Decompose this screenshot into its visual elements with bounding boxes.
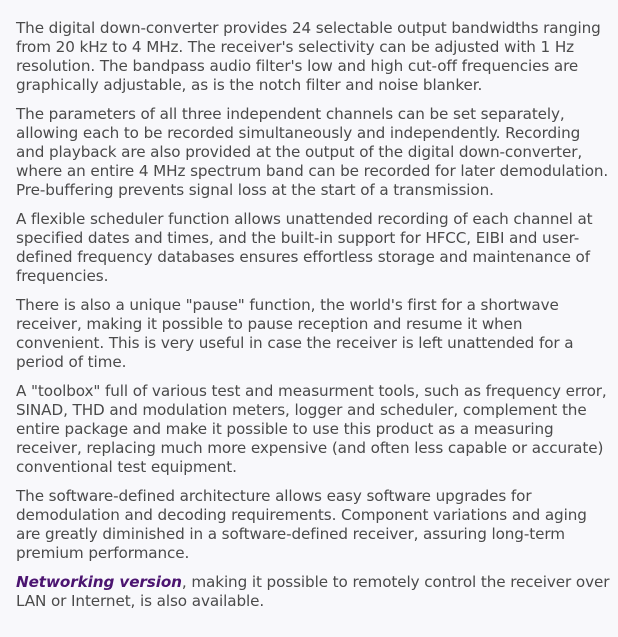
paragraph-scheduler: A flexible scheduler function allows unattended recording of each channel at specified dates and times, and the built-in support for HFCC, EIBI and user-defined frequency databases ensures effortless storage and maintenance of frequencies. xyxy=(16,210,593,285)
networking-version-link[interactable]: Networking version xyxy=(16,573,182,591)
networking-description: , making it possible to remotely control the receiver over LAN or Internet, is also available. xyxy=(16,573,610,610)
paragraph-bandwidths: The digital down-converter provides 24 selectable output bandwidths ranging from 20 kHz to 4 MHz. The receiver's selectivity can be adjusted with 1 Hz resolution. The bandpass audio filter's low and high cut-off frequencies are graphically adjustable, as is the notch filter and noise blanker. xyxy=(16,19,601,94)
paragraph-toolbox: A "toolbox" full of various test and measurment tools, such as frequency error, SINAD, THD and modulation meters, logger and scheduler, complement the entire package and make it possible to use this product as a measuring receiver, replacing much more expensive (and often less capable or accurate) conventional test equipment. xyxy=(16,382,607,476)
paragraph-architecture: The software-defined architecture allows easy software upgrades for demodulation and decoding requirements. Component variations and aging are greatly diminished in a software-defined receiver, assuring long-term premium performance. xyxy=(16,487,587,562)
paragraph-channels: The parameters of all three independent channels can be set separately, allowing each to be recorded simultaneously and independently. Recording and playback are also provided at the output of the digital down-converter, where an entire 4 MHz spectrum band can be recorded for later demodulation. Pre-buffering prevents signal loss at the start of a transmission. xyxy=(16,105,609,199)
paragraph-pause: There is also a unique "pause" function, the world's first for a shortwave receiver, making it possible to pause reception and resume it when convenient. This is very useful in case the receiver is left unattended for a period of time. xyxy=(16,296,574,371)
paragraph-networking xyxy=(16,573,612,611)
article-body xyxy=(16,19,612,621)
